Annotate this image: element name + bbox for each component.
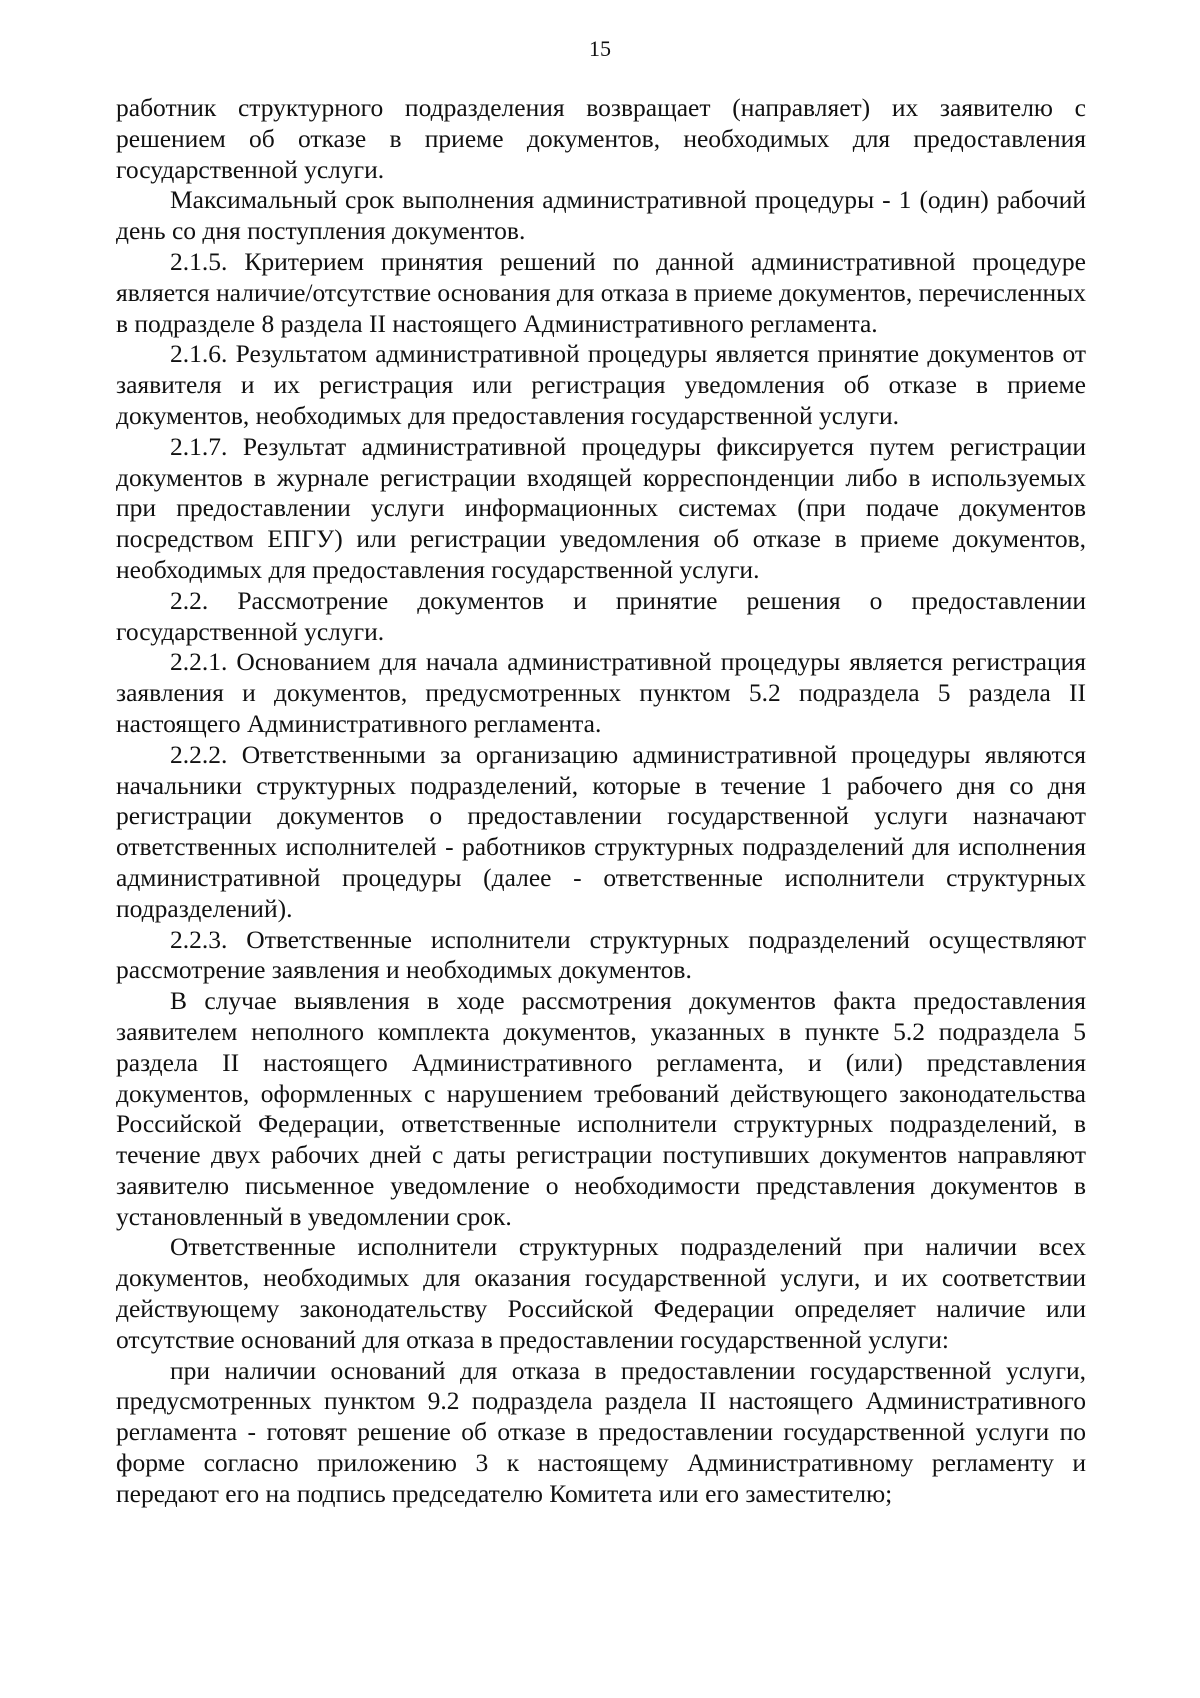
paragraph-continuation: работник структурного подразделения возвращает (направляет) их заявителю с решением об отказе в приеме документов, необходимых для предоставления государственной услуги. — [116, 93, 1086, 184]
paragraph-max-term: Максимальный срок выполнения административной процедуры - 1 (один) рабочий день со дня поступления документов. — [116, 185, 1086, 246]
paragraph-2-1-7: 2.1.7. Результат административной процедуры фиксируется путем регистрации документов в журнале регистрации входящей корреспонденции либо в используемых при предоставлении услуги информационных системах (при подаче документов посредством ЕПГУ) или регистрации уведомления об отказе в приеме документов, необходимых для предоставления государственной услуги. — [116, 431, 1086, 584]
paragraph-incomplete-documents: В случае выявления в ходе рассмотрения документов факта предоставления заявителем неполного комплекта документов, указанных в пункте 5.2 подраздела 5 раздела II настоящего Административного регламента, и (или) представления документов, оформленных с нарушением требований действующего законодательства Российской Федерации, ответственные исполнители структурных подразделений, в течение двух рабочих дней с даты регистрации поступивших документов направляют заявителю письменное уведомление о необходимости представления документов в установленный в уведомлении срок. — [116, 986, 1086, 1231]
paragraph-2-1-5: 2.1.5. Критерием принятия решений по данной административной процедуре является наличие/отсутствие основания для отказа в приеме документов, перечисленных в подразделе 8 раздела II настоящего Административного регламента. — [116, 246, 1087, 338]
paragraph-2-2-3: 2.2.3. Ответственные исполнители структурных подразделений осуществляют рассмотрение заявления и необходимых документов. — [116, 924, 1086, 985]
page-number: 15 — [589, 36, 611, 61]
paragraph-refusal-grounds: при наличии оснований для отказа в предоставлении государственной услуги, предусмотренных пунктом 9.2 подраздела раздела II настоящего Административного регламента - готовят решение об отказе в предоставлении государственной услуги по форме согласно приложению 3 к настоящему Административному регламенту и передают его на подпись председателю Комитета или его заместителю; — [116, 1355, 1086, 1508]
paragraph-2-2-2: 2.2.2. Ответственными за организацию административной процедуры являются начальники структурных подразделений, которые в течение 1 рабочего дня со дня регистрации документов о предоставлении государственной услуги назначают ответственных исполнителей - работников структурных подразделений для исполнения административной процедуры (далее - ответственные исполнители структурных подразделений). — [116, 739, 1086, 923]
paragraph-responsible-executors: Ответственные исполнители структурных подразделений при наличии всех документов, необходимых для оказания государственной услуги, и их соответствии действующему законодательству Российской Федерации определяет наличие или отсутствие оснований для отказа в предоставлении государственной услуги: — [116, 1232, 1086, 1354]
document-body — [116, 93, 1086, 1510]
paragraph-2-2-1: 2.2.1. Основанием для начала административной процедуры является регистрация заявления и документов, предусмотренных пунктом 5.2 подраздела 5 раздела II настоящего Административного регламента. — [116, 647, 1086, 738]
paragraph-2-2: 2.2. Рассмотрение документов и принятие решения о предоставлении государственной услуги. — [116, 585, 1086, 646]
paragraph-2-1-6: 2.1.6. Результатом административной процедуры является принятие документов от заявителя и их регистрация или регистрация уведомления об отказе в приеме документов, необходимых для предоставления государственной услуги. — [116, 339, 1086, 430]
